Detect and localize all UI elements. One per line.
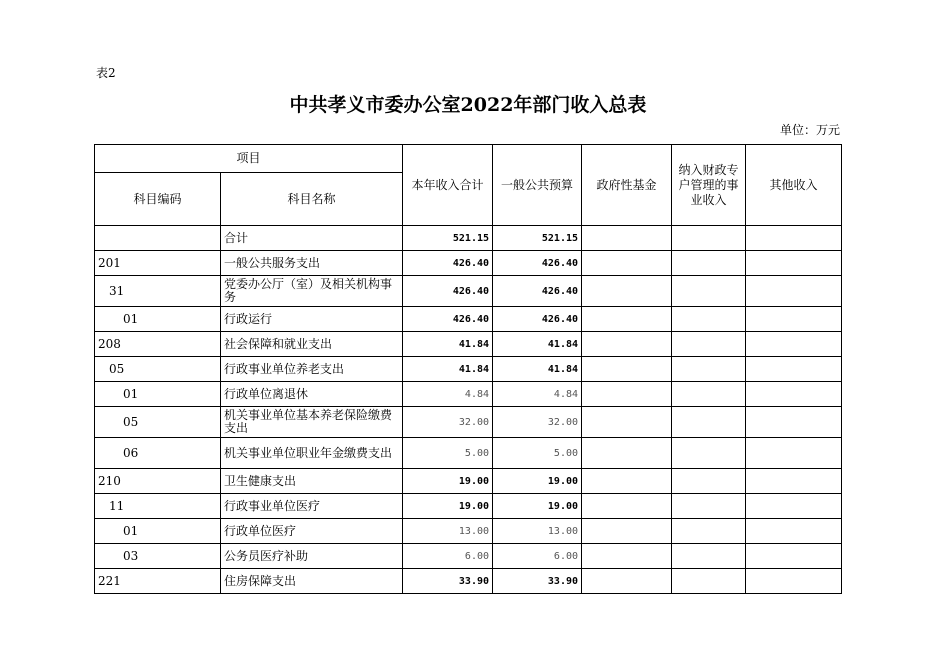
name-cell: 机关事业单位职业年金缴费支出 xyxy=(221,438,403,469)
table-row xyxy=(95,251,842,276)
other-cell xyxy=(746,469,842,494)
special-cell xyxy=(672,357,746,382)
code-cell: 208 xyxy=(95,332,221,357)
unit-label: 单位：万元 xyxy=(779,123,840,137)
header-name: 科目名称 xyxy=(221,173,403,226)
other-cell xyxy=(746,407,842,438)
total-cell: 13.00 xyxy=(403,519,493,544)
total-cell: 41.84 xyxy=(403,332,493,357)
table-row xyxy=(95,307,842,332)
gov-fund-cell xyxy=(582,226,672,251)
general-cell: 19.00 xyxy=(493,469,582,494)
gov-fund-cell xyxy=(582,251,672,276)
code-cell xyxy=(95,226,221,251)
header-code: 科目编码 xyxy=(95,173,221,226)
special-cell xyxy=(672,332,746,357)
gov-fund-cell xyxy=(582,276,672,307)
name-cell: 社会保障和就业支出 xyxy=(221,332,403,357)
other-cell xyxy=(746,307,842,332)
name-cell: 合计 xyxy=(221,226,403,251)
general-cell: 13.00 xyxy=(493,519,582,544)
total-cell: 19.00 xyxy=(403,494,493,519)
name-cell: 行政单位医疗 xyxy=(221,519,403,544)
table-row xyxy=(95,357,842,382)
total-cell: 32.00 xyxy=(403,407,493,438)
table-row xyxy=(95,569,842,594)
other-cell xyxy=(746,382,842,407)
code-cell: 03 xyxy=(95,544,221,569)
total-cell: 6.00 xyxy=(403,544,493,569)
special-cell xyxy=(672,438,746,469)
gov-fund-cell xyxy=(582,494,672,519)
page-title: 中共孝义市委办公室2022年部门收入总表 xyxy=(289,94,647,116)
gov-fund-cell xyxy=(582,569,672,594)
header-special-account: 纳入财政专户管理的事业收入 xyxy=(672,145,746,226)
other-cell xyxy=(746,494,842,519)
other-cell xyxy=(746,251,842,276)
general-cell: 6.00 xyxy=(493,544,582,569)
gov-fund-cell xyxy=(582,438,672,469)
general-cell: 19.00 xyxy=(493,494,582,519)
other-cell xyxy=(746,226,842,251)
code-cell: 01 xyxy=(95,519,221,544)
table-row xyxy=(95,438,842,469)
name-cell: 一般公共服务支出 xyxy=(221,251,403,276)
code-cell: 11 xyxy=(95,494,221,519)
gov-fund-cell xyxy=(582,469,672,494)
special-cell xyxy=(672,226,746,251)
total-cell: 426.40 xyxy=(403,251,493,276)
total-cell: 521.15 xyxy=(403,226,493,251)
total-cell: 33.90 xyxy=(403,569,493,594)
total-cell: 426.40 xyxy=(403,307,493,332)
gov-fund-cell xyxy=(582,407,672,438)
code-cell: 01 xyxy=(95,382,221,407)
name-cell: 卫生健康支出 xyxy=(221,469,403,494)
special-cell xyxy=(672,469,746,494)
gov-fund-cell xyxy=(582,307,672,332)
general-cell: 521.15 xyxy=(493,226,582,251)
general-cell: 33.90 xyxy=(493,569,582,594)
gov-fund-cell xyxy=(582,519,672,544)
general-cell: 5.00 xyxy=(493,438,582,469)
other-cell xyxy=(746,519,842,544)
name-cell: 行政运行 xyxy=(221,307,403,332)
table-label: 表2 xyxy=(96,66,116,80)
general-cell: 426.40 xyxy=(493,251,582,276)
special-cell xyxy=(672,494,746,519)
gov-fund-cell xyxy=(582,544,672,569)
general-cell: 4.84 xyxy=(493,382,582,407)
general-cell: 41.84 xyxy=(493,332,582,357)
header-project: 项目 xyxy=(95,145,403,173)
special-cell xyxy=(672,544,746,569)
other-cell xyxy=(746,276,842,307)
code-cell: 31 xyxy=(95,276,221,307)
other-cell xyxy=(746,544,842,569)
header-other: 其他收入 xyxy=(746,145,842,226)
special-cell xyxy=(672,569,746,594)
name-cell: 公务员医疗补助 xyxy=(221,544,403,569)
general-cell: 32.00 xyxy=(493,407,582,438)
total-cell: 5.00 xyxy=(403,438,493,469)
other-cell xyxy=(746,438,842,469)
table-row xyxy=(95,469,842,494)
table-row xyxy=(95,226,842,251)
other-cell xyxy=(746,569,842,594)
header-gov-fund: 政府性基金 xyxy=(582,145,672,226)
total-cell: 426.40 xyxy=(403,276,493,307)
name-cell: 住房保障支出 xyxy=(221,569,403,594)
total-cell: 41.84 xyxy=(403,357,493,382)
general-cell: 41.84 xyxy=(493,357,582,382)
gov-fund-cell xyxy=(582,382,672,407)
code-cell: 01 xyxy=(95,307,221,332)
name-cell: 行政事业单位养老支出 xyxy=(221,357,403,382)
table-row xyxy=(95,276,842,307)
table-row xyxy=(95,494,842,519)
code-cell: 06 xyxy=(95,438,221,469)
special-cell xyxy=(672,307,746,332)
table-row xyxy=(95,332,842,357)
table-row xyxy=(95,544,842,569)
name-cell: 机关事业单位基本养老保险缴费支出 xyxy=(221,407,403,438)
total-cell: 4.84 xyxy=(403,382,493,407)
header-general-budget: 一般公共预算 xyxy=(493,145,582,226)
general-cell: 426.40 xyxy=(493,276,582,307)
name-cell: 行政事业单位医疗 xyxy=(221,494,403,519)
table-row xyxy=(95,382,842,407)
code-cell: 221 xyxy=(95,569,221,594)
table-row xyxy=(95,407,842,438)
income-table xyxy=(94,144,842,594)
special-cell xyxy=(672,519,746,544)
code-cell: 210 xyxy=(95,469,221,494)
table-row xyxy=(95,519,842,544)
code-cell: 05 xyxy=(95,357,221,382)
code-cell: 05 xyxy=(95,407,221,438)
name-cell: 行政单位离退休 xyxy=(221,382,403,407)
gov-fund-cell xyxy=(582,332,672,357)
special-cell xyxy=(672,276,746,307)
name-cell: 党委办公厅（室）及相关机构事务 xyxy=(221,276,403,307)
special-cell xyxy=(672,407,746,438)
other-cell xyxy=(746,332,842,357)
special-cell xyxy=(672,382,746,407)
header-total: 本年收入合计 xyxy=(403,145,493,226)
code-cell: 201 xyxy=(95,251,221,276)
other-cell xyxy=(746,357,842,382)
general-cell: 426.40 xyxy=(493,307,582,332)
total-cell: 19.00 xyxy=(403,469,493,494)
special-cell xyxy=(672,251,746,276)
gov-fund-cell xyxy=(582,357,672,382)
